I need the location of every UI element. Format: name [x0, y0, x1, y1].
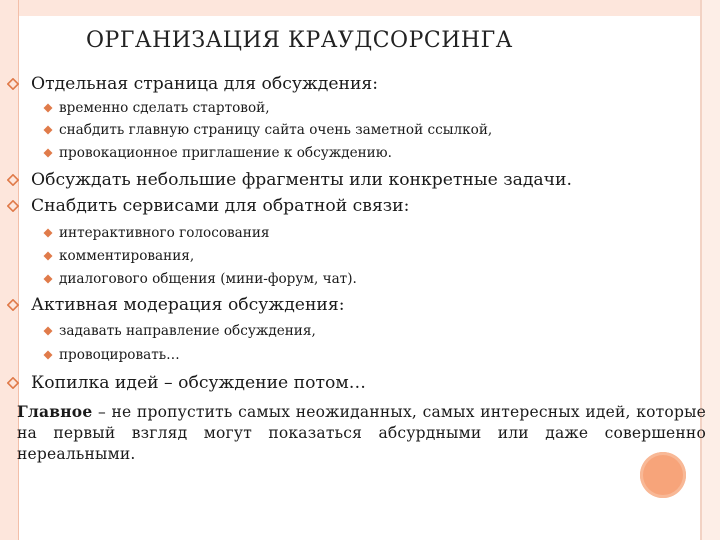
bullet-item — [31, 372, 366, 394]
sub-bullet-item — [59, 322, 316, 340]
sub-bullet-text: диалогового общения (мини-форум, чат). — [59, 271, 357, 287]
solid-diamond-bullet-icon — [43, 350, 53, 360]
sub-bullet-text: комментирования, — [59, 248, 195, 264]
solid-diamond-bullet-icon — [43, 228, 53, 238]
bullet-text: Отдельная страница для обсуждения: — [31, 74, 379, 94]
slide-title: ОРГАНИЗАЦИЯ КРАУДСОРСИНГА — [86, 28, 513, 53]
sub-bullet-item — [59, 224, 269, 242]
sub-bullet-item — [59, 346, 180, 364]
sub-bullet-text: задавать направление обсуждения, — [59, 323, 316, 339]
hollow-diamond-bullet-icon — [7, 299, 19, 311]
bullet-text: Обсуждать небольшие фрагменты или конкретные задачи. — [31, 170, 572, 190]
solid-diamond-bullet-icon — [43, 125, 53, 135]
bullet-item — [31, 73, 378, 95]
bullet-item — [31, 294, 345, 316]
sub-bullet-item — [59, 270, 357, 288]
sub-bullet-item — [59, 247, 194, 265]
sub-bullet-item — [59, 99, 270, 117]
solid-diamond-bullet-icon — [43, 326, 53, 336]
hollow-diamond-bullet-icon — [7, 174, 19, 186]
conclusion-paragraph — [17, 401, 706, 465]
sub-bullet-item — [59, 121, 492, 139]
bullet-text: Активная модерация обсуждения: — [31, 295, 345, 315]
hollow-diamond-bullet-icon — [7, 377, 19, 389]
sub-bullet-text: временно сделать стартовой, — [59, 100, 270, 116]
sub-bullet-text: интерактивного голосования — [59, 225, 270, 241]
hollow-diamond-bullet-icon — [7, 200, 19, 212]
conclusion-lead: Главное — [17, 402, 93, 421]
sub-bullet-item — [59, 144, 392, 162]
bullet-item — [31, 169, 572, 191]
solid-diamond-bullet-icon — [43, 148, 53, 158]
bullet-item — [31, 195, 409, 217]
bullet-text: Копилка идей – обсуждение потом… — [31, 373, 366, 393]
solid-diamond-bullet-icon — [43, 103, 53, 113]
sub-bullet-text: снабдить главную страницу сайта очень заметной ссылкой, — [59, 122, 493, 138]
conclusion-text: – не пропустить самых неожиданных, самых интересных идей, которые на первый взгляд могут показаться абсурдными или даже совершенно нереальными. — [17, 403, 706, 463]
hollow-diamond-bullet-icon — [7, 78, 19, 90]
solid-diamond-bullet-icon — [43, 251, 53, 261]
solid-diamond-bullet-icon — [43, 274, 53, 284]
bullet-text: Снабдить сервисами для обратной связи: — [31, 196, 410, 216]
sub-bullet-text: провоцировать… — [59, 347, 180, 363]
sub-bullet-text: провокационное приглашение к обсуждению. — [59, 145, 392, 161]
